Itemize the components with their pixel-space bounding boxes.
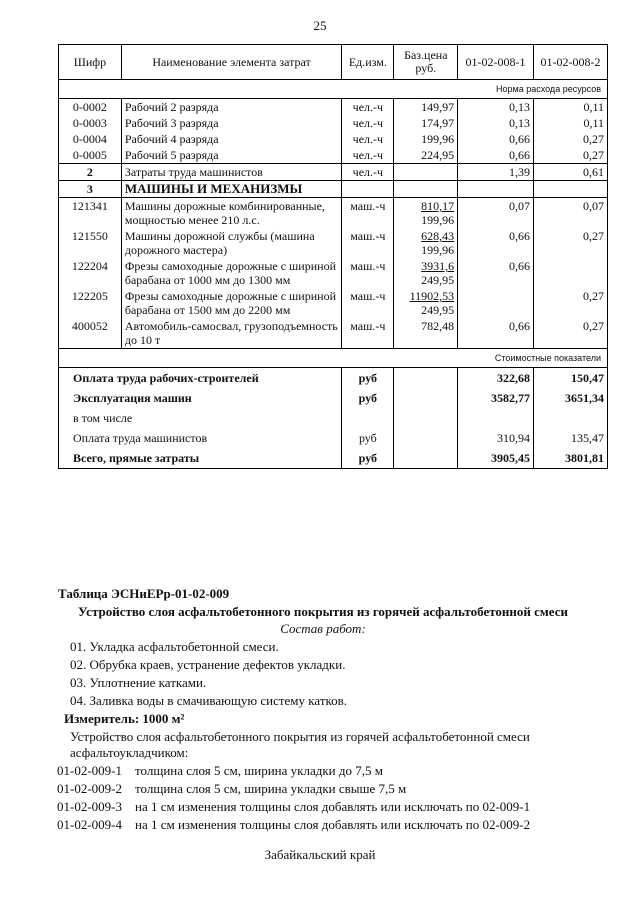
row-name: Рабочий 3 разряда: [121, 115, 341, 131]
totals-name: Эксплуатация машин: [59, 388, 342, 408]
page-number: 25: [313, 18, 327, 33]
row-code: 0-0003: [59, 115, 122, 131]
row-price: [394, 198, 458, 229]
table-row: [59, 99, 608, 116]
totals-empty: [394, 408, 458, 428]
item-text: на 1 см изменения толщины слоя добавлять или исключать по 02-009-1: [135, 799, 531, 814]
header-price-line2: руб.: [415, 61, 437, 75]
row-value-b: 0,27: [533, 288, 607, 318]
totals-unit: [342, 408, 394, 428]
table-row: [59, 228, 608, 258]
row-unit: маш.-ч: [342, 198, 394, 229]
row-unit: чел.-ч: [342, 115, 394, 131]
totals-empty: [394, 388, 458, 408]
step-4: 04. Заливка воды в смачивающую систему катков.: [70, 693, 348, 708]
row-value-b: [533, 181, 607, 198]
item-text: на 1 см изменения толщины слоя добавлять или исключать по 02-009-2: [135, 817, 531, 832]
row-code: 122204: [59, 258, 122, 288]
row-unit: маш.-ч: [342, 318, 394, 349]
totals-b: 3651,34: [533, 388, 607, 408]
row-value-a: [458, 288, 534, 318]
row-value-b: 0,27: [533, 228, 607, 258]
row-price: [394, 99, 458, 116]
row-value-b: [533, 258, 607, 288]
row-code: 3: [59, 181, 122, 198]
totals-name: Оплата труда рабочих-строителей: [59, 368, 342, 389]
header-price: [394, 45, 458, 80]
header-name: Наименование элемента затрат: [121, 45, 341, 80]
table-row: [59, 131, 608, 147]
step-1: 01. Укладка асфальтобетонной смеси.: [70, 639, 279, 654]
row-unit: чел.-ч: [342, 147, 394, 164]
row-value-a: [458, 181, 534, 198]
row-value-b: 0,27: [533, 147, 607, 164]
totals-empty: [394, 448, 458, 469]
table-row: [59, 318, 608, 349]
step-3: 03. Уплотнение катками.: [70, 675, 207, 690]
row-value-b: 0,11: [533, 99, 607, 116]
totals-row: [59, 408, 608, 428]
totals-b: 150,47: [533, 368, 607, 389]
row-price: [394, 131, 458, 147]
cost-caption-row: [59, 349, 608, 368]
item-code: 01-02-009-3: [57, 799, 122, 814]
row-name: Рабочий 2 разряда: [121, 99, 341, 116]
row-name: Автомобиль-самосвал, грузоподъемность до 10 т: [121, 318, 341, 349]
item-code: 01-02-009-4: [57, 817, 122, 832]
table-row: [59, 288, 608, 318]
header-col-a: 01-02-008-1: [458, 45, 534, 80]
totals-a: 310,94: [458, 428, 534, 448]
row-price-value: 628,43: [421, 229, 455, 243]
row-price-value: 11902,53: [409, 289, 455, 303]
row-name: МАШИНЫ И МЕХАНИЗМЫ: [121, 181, 341, 198]
row-value-a: 0,66: [458, 318, 534, 349]
row-unit: чел.-ч: [342, 164, 394, 181]
description-line2: асфальтоукладчиком:: [70, 745, 189, 760]
row-price: [394, 147, 458, 164]
row-code: 0-0004: [59, 131, 122, 147]
item-row: [57, 799, 617, 815]
totals-unit: руб: [342, 448, 394, 469]
row-price-value: 810,17: [421, 199, 455, 213]
row-unit: [342, 181, 394, 198]
row-price: [394, 228, 458, 258]
table-row: [59, 115, 608, 131]
row-value-b: 0,07: [533, 198, 607, 229]
row-value-a: 0,66: [458, 147, 534, 164]
row-unit: маш.-ч: [342, 288, 394, 318]
row-code: 400052: [59, 318, 122, 349]
table-row: [59, 164, 608, 181]
row-price-value: 782,48: [421, 319, 455, 333]
header-unit: Ед.изм.: [342, 45, 394, 80]
row-unit: чел.-ч: [342, 131, 394, 147]
item-text: толщина слоя 5 см, ширина укладки свыше 7,5 м: [135, 781, 407, 796]
row-value-a: 0,66: [458, 228, 534, 258]
norm-caption: Норма расхода ресурсов: [59, 80, 608, 99]
totals-name: Оплата труда машинистов: [59, 428, 342, 448]
row-name: Рабочий 5 разряда: [121, 147, 341, 164]
totals-unit: руб: [342, 368, 394, 389]
row-price-value: 3931,6: [421, 259, 455, 273]
totals-row: [59, 428, 608, 448]
norm-caption-row: [59, 80, 608, 99]
row-unit: маш.-ч: [342, 258, 394, 288]
table-row: [59, 258, 608, 288]
table2-label: Таблица ЭСНиЕРр-01-02-009: [58, 586, 230, 601]
row-value-a: 0,13: [458, 115, 534, 131]
totals-unit: руб: [342, 388, 394, 408]
row-code: 121550: [59, 228, 122, 258]
measure: Измеритель: 1000 м²: [64, 711, 185, 726]
row-price: [394, 318, 458, 349]
row-price: [394, 288, 458, 318]
table-row: [59, 181, 608, 198]
row-price: [394, 181, 458, 198]
totals-a: 3582,77: [458, 388, 534, 408]
row-value-b: 0,61: [533, 164, 607, 181]
item-code: 01-02-009-2: [57, 781, 122, 796]
row-code: 0-0005: [59, 147, 122, 164]
row-price-value: 174,97: [421, 116, 455, 130]
totals-a: [458, 408, 534, 428]
row-code: 2: [59, 164, 122, 181]
row-price-value: 224,95: [421, 148, 455, 162]
row-price-wage: 249,95: [421, 303, 455, 317]
resource-table: [58, 44, 608, 469]
totals-a: 322,68: [458, 368, 534, 389]
row-value-b: 0,27: [533, 131, 607, 147]
row-price: [394, 164, 458, 181]
totals-a: 3905,45: [458, 448, 534, 469]
row-value-b: 0,11: [533, 115, 607, 131]
row-unit: маш.-ч: [342, 228, 394, 258]
table2-title: Устройство слоя асфальтобетонного покрытия из горячей асфальтобетонной смеси: [78, 604, 568, 619]
totals-row: [59, 388, 608, 408]
row-value-a: 0,13: [458, 99, 534, 116]
item-row: [57, 817, 617, 833]
totals-empty: [394, 368, 458, 389]
row-value-a: 0,66: [458, 131, 534, 147]
row-code: 122205: [59, 288, 122, 318]
row-price-value: 199,96: [421, 132, 455, 146]
row-value-a: 0,66: [458, 258, 534, 288]
table-header-row: [59, 45, 608, 80]
totals-b: [533, 408, 607, 428]
step-2: 02. Обрубка краев, устранение дефектов укладки.: [70, 657, 346, 672]
item-row: [57, 781, 617, 797]
totals-empty: [394, 428, 458, 448]
row-price-value: 149,97: [421, 100, 455, 114]
row-name: Затраты труда машинистов: [121, 164, 341, 181]
row-value-b: 0,27: [533, 318, 607, 349]
item-code: 01-02-009-1: [57, 763, 122, 778]
row-price: [394, 115, 458, 131]
row-name: Машины дорожной службы (машина дорожного мастера): [121, 228, 341, 258]
cost-caption: Стоимостные показатели: [59, 349, 608, 368]
row-unit: чел.-ч: [342, 99, 394, 116]
row-price-wage: 249,95: [421, 273, 455, 287]
item-text: толщина слоя 5 см, ширина укладки до 7,5 м: [135, 763, 383, 778]
item-row: [57, 763, 617, 779]
row-code: 121341: [59, 198, 122, 229]
header-code: Шифр: [59, 45, 122, 80]
row-name: Машины дорожные комбинированные, мощностью менее 210 л.с.: [121, 198, 341, 229]
totals-row: [59, 368, 608, 389]
row-value-a: 0,07: [458, 198, 534, 229]
row-name: Фрезы самоходные дорожные с шириной барабана от 1000 мм до 1300 мм: [121, 258, 341, 288]
footer: Забайкальский край: [264, 847, 376, 862]
header-price-line1: Баз.цена: [404, 48, 448, 62]
totals-unit: руб: [342, 428, 394, 448]
header-col-b: 01-02-008-2: [533, 45, 607, 80]
totals-name: Всего, прямые затраты: [59, 448, 342, 469]
totals-b: 135,47: [533, 428, 607, 448]
totals-row: [59, 448, 608, 469]
row-value-a: 1,39: [458, 164, 534, 181]
table-row: [59, 147, 608, 164]
row-name: Рабочий 4 разряда: [121, 131, 341, 147]
description-line1: Устройство слоя асфальтобетонного покрытия из горячей асфальтобетонной смеси: [70, 729, 530, 744]
row-price: [394, 258, 458, 288]
row-code: 0-0002: [59, 99, 122, 116]
table-row: [59, 198, 608, 229]
row-price-wage: 199,96: [421, 213, 455, 227]
row-name: Фрезы самоходные дорожные с шириной барабана от 1500 мм до 2200 мм: [121, 288, 341, 318]
totals-name: в том числе: [59, 408, 342, 428]
row-price-wage: 199,96: [421, 243, 455, 257]
totals-b: 3801,81: [533, 448, 607, 469]
composition-title: Состав работ:: [280, 621, 366, 636]
